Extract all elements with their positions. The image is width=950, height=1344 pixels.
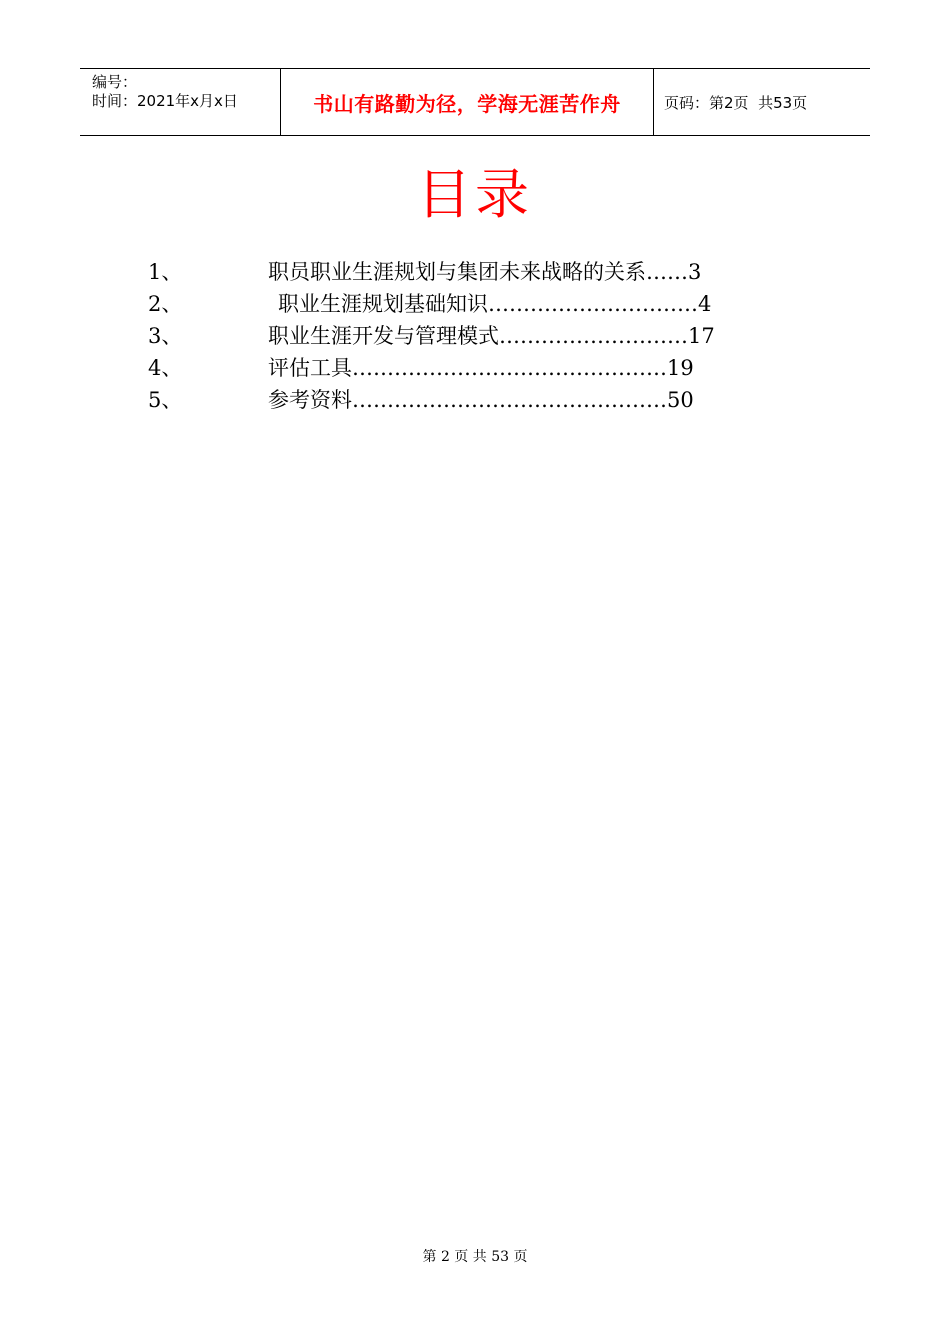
toc-entry-text: 职员职业生涯规划与集团未来战略的关系……3 bbox=[268, 260, 702, 284]
toc-entry-text: 职业生涯规划基础知识…………………………4 bbox=[278, 292, 712, 316]
toc-entry bbox=[148, 320, 848, 352]
footer-page-number: 第 2 页 共 53 页 bbox=[422, 1249, 528, 1265]
toc-title: 目录 bbox=[417, 163, 533, 226]
document-number-label: 编号： bbox=[92, 73, 138, 91]
toc-entry-text: 职业生涯开发与管理模式………………………17 bbox=[268, 324, 715, 348]
header-meta-cell bbox=[80, 69, 281, 135]
toc-list bbox=[148, 256, 848, 416]
toc-entry bbox=[148, 352, 848, 384]
page-footer bbox=[0, 1246, 950, 1266]
toc-entry-text: 参考资料………………………………………50 bbox=[268, 388, 694, 412]
header-motto-cell bbox=[281, 69, 654, 135]
toc-entry-number: 5、 bbox=[148, 388, 183, 412]
toc-entry-number: 1、 bbox=[148, 260, 183, 284]
header-motto: 书山有路勤为径，学海无涯苦作舟 bbox=[313, 91, 621, 116]
toc-entry-number: 3、 bbox=[148, 324, 183, 348]
toc-entry-number: 2、 bbox=[148, 292, 183, 316]
page-header bbox=[80, 68, 870, 136]
toc-entry-text: 评估工具………………………………………19 bbox=[268, 356, 694, 380]
toc-entry bbox=[148, 288, 848, 320]
toc-entry bbox=[148, 256, 848, 288]
toc-entry bbox=[148, 384, 848, 416]
toc-entry-number: 4、 bbox=[148, 356, 183, 380]
document-date-label: 时间：2021年x月x日 bbox=[92, 92, 238, 110]
header-page-cell bbox=[654, 69, 870, 135]
header-page-label: 页码：第2页 共53页 bbox=[664, 93, 808, 112]
